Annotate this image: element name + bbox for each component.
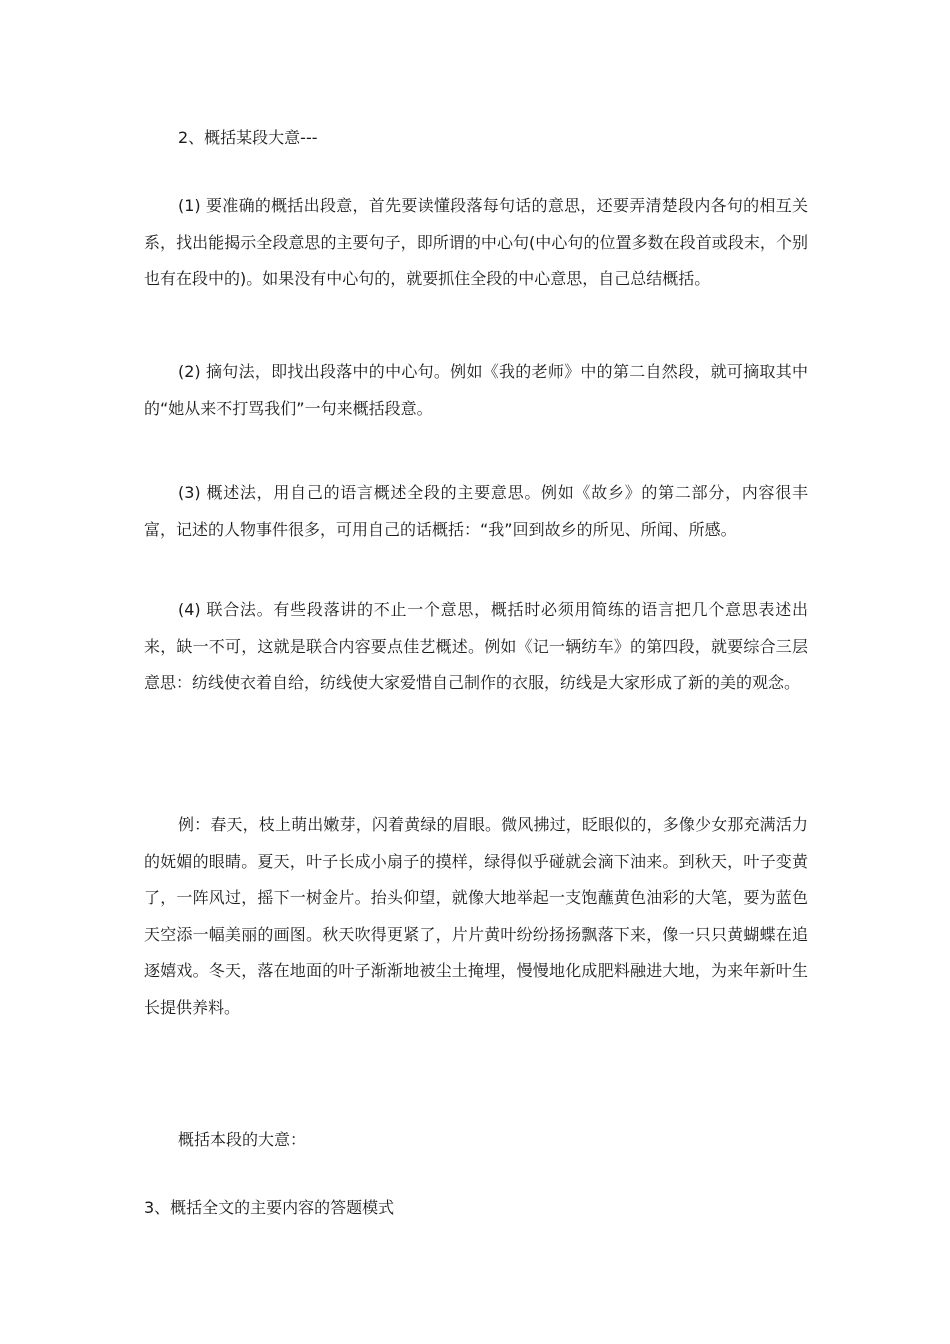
paragraph-method-2: (2) 摘句法，即找出段落中的中心句。例如《我的老师》中的第二自然段，就可摘取其中的“她从来不打骂我们”一句来概括段意。: [144, 362, 808, 418]
paragraph-method-3: (3) 概述法，用自己的语言概述全段的主要意思。例如《故乡》的第二部分，内容很丰富，记述的人物事件很多，可用自己的话概括：“我”回到故乡的所见、所闻、所感。: [144, 483, 808, 539]
paragraph-method-4: (4) 联合法。有些段落讲的不止一个意思，概括时必须用简练的语言把几个意思表述出来，缺一不可，这就是联合内容要点佳艺概述。例如《记一辆纺车》的第四段，就要综合三层意思：纺线使衣着自给，纺线使大家爱惜自己制作的衣服，纺线是大家形成了新的美的观念。: [144, 600, 808, 692]
paragraph-example: 例：春天，枝上萌出嫩芽，闪着黄绿的眉眼。微风拂过，眨眼似的，多像少女那充满活力的妩媚的眼睛。夏天，叶子长成小扇子的摸样，绿得似乎碰就会滴下油来。到秋天，叶子变黄了，一阵风过，摇下一树金片。抬头仰望，就像大地举起一支饱蘸黄色油彩的大笔，要为蓝色天空添一幅美丽的画图。秋天吹得更紧了，片片黄叶纷纷扬扬飘落下来，像一只只黄蝴蝶在追逐嬉戏。冬天，落在地面的叶子渐渐地被尘土掩埋，慢慢地化成肥料融进大地，为来年新叶生长提供养料。: [144, 815, 808, 1017]
paragraph-method-1: (1) 要准确的概括出段意，首先要读懂段落每句话的意思，还要弄清楚段内各句的相互关系，找出能揭示全段意思的主要句子，即所谓的中心句(中心句的位置多数在段首或段末，个别也有在段中的)。如果没有中心句的，就要抓住全段的中心意思，自己总结概括。: [144, 196, 808, 288]
paragraph-prompt: 概括本段的大意：: [178, 1130, 307, 1149]
section-heading-2: 2、概括某段大意---: [178, 128, 318, 147]
section-heading-3: 3、概括全文的主要内容的答题模式: [144, 1198, 395, 1217]
